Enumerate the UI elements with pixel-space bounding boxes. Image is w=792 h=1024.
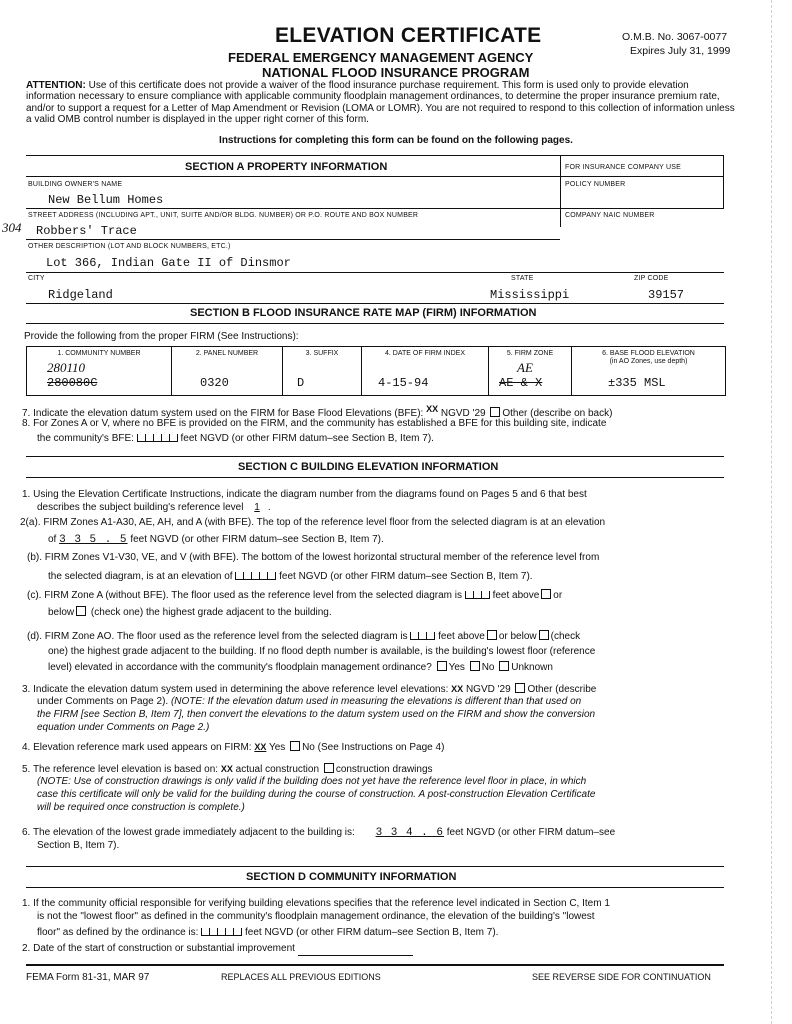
col-suffix-header: 3. SUFFIX: [305, 350, 339, 357]
item-d1-post: feet NGVD (or other FIRM datum–see Section B, Item 7).: [245, 927, 499, 938]
item-c2a-line1: 2(a). FIRM Zones A1-A30, AE, AH, and A (with BFE). The top of the reference level floor from the selected diagram is at an elevation: [20, 517, 606, 528]
section-c-heading: SECTION C BUILDING ELEVATION INFORMATION: [238, 461, 499, 473]
item-d2: [22, 943, 413, 956]
item-c4-pre: 4. Elevation reference mark used appears on FIRM:: [22, 742, 252, 753]
c2d-no-label: No: [481, 662, 495, 673]
section-d-heading: SECTION D COMMUNITY INFORMATION: [246, 871, 457, 883]
item-c2c-line1: [27, 589, 562, 603]
item-b7-checkbox-ngvd[interactable]: XX: [426, 404, 439, 414]
owner-rule: [26, 208, 724, 209]
item-c2b-line2: [48, 571, 533, 584]
item-d1-line1: 1. If the community official responsible for verifying building elevations specifies that the reference level indicated in Section C, Item 1: [22, 898, 610, 909]
item-b7-other: Other (describe on back): [502, 408, 613, 419]
footer-rule: [26, 964, 724, 966]
panel-field[interactable]: 0320: [200, 376, 229, 390]
state-label: STATE: [511, 275, 534, 282]
street-label: STREET ADDRESS (INCLUDING APT., UNIT, SUITE AND/OR BLDG. NUMBER) OR P.O. ROUTE AND BOX NUMBER: [28, 212, 419, 219]
item-c6-line2: Section B, Item 7).: [37, 840, 120, 851]
item-b8-pre: the community's BFE:: [37, 433, 134, 444]
suffix-field[interactable]: D: [297, 376, 305, 390]
item-c1-line1: 1. Using the Elevation Certificate Instructions, indicate the diagram number from the diagrams found on Pages 5 and 6 that best: [22, 489, 587, 500]
attention-text: Use of this certificate does not provide a waiver of the flood insurance purchase requirement. This form is used only to provide elevation information necessary to ensure compliance with applicable community floodplain management ordinances, to determine the proper insurance premium rate, and/or to support a request for a Letter of Map Amendment or Revision (LOMA or LOMR). You are not required to respond to this collection of information unless a valid OMB control number is displayed in the upper right corner of this form.: [26, 80, 735, 125]
item-c3-line1: [22, 683, 596, 696]
owner-label: BUILDING OWNER'S NAME: [28, 181, 123, 188]
owner-field[interactable]: New Bellum Homes: [48, 193, 164, 207]
item-c6-post: feet NGVD (or other FIRM datum–see: [446, 827, 616, 838]
other-description-label: OTHER DESCRIPTION (LOT AND BLOCK NUMBERS, ETC.): [28, 243, 231, 250]
col-suffix: [283, 347, 362, 395]
item-c4-yes: Yes: [268, 742, 286, 753]
item-c4: [22, 741, 444, 754]
item-b7-ngvd: NGVD '29: [440, 408, 486, 419]
item-c2d-or: or below: [498, 631, 537, 642]
omb-block: [622, 30, 730, 58]
item-c3-other: Other (describe: [527, 684, 597, 695]
firm-date-field[interactable]: 4-15-94: [378, 376, 429, 390]
c2d-yes-label: Yes: [448, 662, 465, 673]
item-c5-drawings: construction drawings: [335, 764, 433, 775]
col-firm-zone: [489, 347, 572, 395]
item-c5-note2: case this certificate will only be valid for the building during the course of construction. A post-construction Elevation Certificate: [37, 789, 596, 800]
scan-margin-mark: [771, 0, 772, 1024]
item-c3-checkbox-ngvd[interactable]: XX: [451, 684, 464, 694]
section-a-top-rule: [26, 155, 724, 156]
c2c-above-checkbox[interactable]: [541, 589, 551, 599]
item-c5-pre: 5. The reference level elevation is based on:: [22, 764, 219, 775]
omb-number: O.M.B. No. 3067-0077: [622, 31, 728, 43]
item-c3-line2: [37, 696, 581, 708]
construction-date-field[interactable]: [298, 943, 413, 956]
item-c2d-line1: [27, 630, 580, 644]
section-b-heading-rule: [26, 323, 724, 324]
item-b7-text: 7. Indicate the elevation datum system used on the FIRM for Base Flood Elevations (BFE):: [22, 408, 424, 419]
community-handwritten: 280110: [47, 360, 86, 375]
reference-level-elevation-field[interactable]: 3 3 5 . 5: [59, 534, 128, 546]
item-c3-line4: equation under Comments on Page 2.): [37, 722, 210, 733]
bfe-note: (in AO Zones, use depth): [609, 358, 688, 365]
section-c-top-rule: [26, 456, 724, 457]
col-community-header: 1. COMMUNITY NUMBER: [57, 350, 141, 357]
insurance-use-label: FOR INSURANCE COMPANY USE: [565, 164, 681, 171]
naic-label: COMPANY NAIC NUMBER: [565, 212, 655, 219]
section-c-heading-rule: [26, 477, 724, 478]
v-zone-elevation-boxes[interactable]: [235, 572, 276, 584]
zip-field[interactable]: 39157: [648, 288, 685, 302]
section-a-heading: SECTION A PROPERTY INFORMATION: [185, 161, 388, 173]
item-b8-post: feet NGVD (or other FIRM datum–see Section B, Item 7).: [180, 433, 434, 444]
item-c5-note3: will be required once construction is complete.): [37, 802, 245, 813]
c2d-unknown-checkbox[interactable]: [499, 661, 509, 671]
street-rule: [26, 239, 560, 240]
item-c4-post: (See Instructions on Page 4): [317, 742, 445, 753]
item-c2b-post: feet NGVD (or other FIRM datum–see Section B, Item 7).: [279, 571, 533, 582]
item-d1-pre: floor" as defined by the ordinance is:: [37, 927, 199, 938]
item-c1-line2: describes the subject building's reference level 1 .: [37, 502, 271, 513]
attention-paragraph: [26, 80, 738, 125]
footer-continuation: SEE REVERSE SIDE FOR CONTINUATION: [532, 972, 711, 982]
firm-table: [26, 346, 726, 396]
item-c2c-post: feet above: [492, 590, 540, 601]
zone-struck[interactable]: AE & X: [499, 376, 543, 390]
section-a-right-rule: [723, 155, 724, 209]
item-c2a-line2: [48, 534, 384, 546]
col-firm-zone-header: 5. FIRM ZONE: [506, 350, 554, 357]
section-b-provide: Provide the following from the proper FIRM (See Instructions):: [24, 331, 299, 342]
state-field[interactable]: Mississippi: [490, 288, 570, 302]
item-c2d-line3: [48, 661, 553, 674]
item-d1-line2: is not the "lowest floor" as defined in the community's floodplain management ordinance, the elevation of the building's "lowest: [37, 911, 595, 922]
col-firm-date: [362, 347, 489, 395]
section-d-top-rule: [26, 866, 724, 867]
lowest-floor-elevation-boxes[interactable]: [201, 928, 242, 940]
item-c3-checkbox-other[interactable]: [515, 683, 525, 693]
c2d-no-checkbox[interactable]: [470, 661, 480, 671]
c2c-below-checkbox[interactable]: [76, 606, 86, 616]
item-c2a-pre: of: [48, 534, 57, 545]
agency-name: FEDERAL EMERGENCY MANAGEMENT AGENCY: [228, 50, 534, 65]
item-c2a-post: feet NGVD (or other FIRM datum–see Section B, Item 7).: [130, 534, 384, 545]
item-c2d-mid: feet above: [438, 631, 485, 642]
policy-label: POLICY NUMBER: [565, 181, 626, 188]
item-c3-pre: 3. Indicate the elevation datum system used in determining the above reference level elevations:: [22, 684, 449, 695]
col-bfe-header: 6. BASE FLOOD ELEVATION: [602, 350, 695, 357]
community-struck[interactable]: 280080C: [47, 376, 98, 390]
footer-replaces: REPLACES ALL PREVIOUS EDITIONS: [221, 972, 381, 982]
item-c2c-below: below: [48, 607, 75, 618]
item-c6-pre: 6. The elevation of the lowest grade immediately adjacent to the building is:: [22, 827, 355, 838]
item-c3-note: (NOTE: If the elevation datum used in measuring the elevations is different than that used on: [170, 696, 582, 707]
item-c2b-pre: the selected diagram, is at an elevation of: [48, 571, 233, 582]
attention-label: ATTENTION:: [26, 80, 86, 91]
item-c5-actual: actual construction: [235, 764, 320, 775]
item-c2d-line2: one) the highest grade adjacent to the building. If no flood depth number is available, is the building's lowest floor (reference: [48, 646, 596, 657]
instructions-note: Instructions for completing this form can be found on the following pages.: [219, 135, 573, 146]
item-c2c-or: or: [553, 590, 563, 601]
col-firm-date-header: 4. DATE OF FIRM INDEX: [385, 350, 465, 357]
item-c3-line3: the FIRM [see Section B, Item 7], then convert the elevations to the datum system used on the FIRM and show the conversion: [37, 709, 596, 720]
item-c2d-pre: (d). FIRM Zone AO. The floor used as the reference level from the selected diagram is: [27, 631, 408, 642]
item-d1-line3: [37, 927, 498, 940]
col-bfe: [572, 347, 725, 395]
c2d-below-checkbox[interactable]: [539, 630, 549, 640]
lowest-grade-field[interactable]: 3 3 4 . 6: [375, 827, 444, 839]
item-c4-yes-mark[interactable]: XX: [254, 742, 267, 752]
item-c5-actual-mark[interactable]: XX: [220, 764, 233, 774]
footer-form-number: FEMA Form 81-31, MAR 97: [26, 972, 150, 983]
item-c3-ngvd: NGVD '29: [465, 684, 511, 695]
item-b7-checkbox-other[interactable]: [490, 407, 500, 417]
other-description-field[interactable]: Lot 366, Indian Gate II of Dinsmor: [46, 256, 291, 270]
col-community: [27, 347, 172, 395]
item-c2c-line2-post: (check one) the highest grade adjacent to the building.: [90, 607, 332, 618]
item-c4-no-checkbox[interactable]: [290, 741, 300, 751]
item-b8-line2: [37, 433, 434, 446]
section-d-heading-rule: [26, 887, 724, 888]
col-panel: [172, 347, 283, 395]
item-c6-line1: [22, 827, 615, 839]
community-bfe-boxes[interactable]: [137, 434, 178, 446]
item-c2d-post: (check: [550, 631, 581, 642]
ao-zone-height-boxes[interactable]: [410, 632, 435, 644]
item-b8-line1: 8. For Zones A or V, where no BFE is provided on the FIRM, and the community has established a BFE for this building site, indicate: [22, 418, 607, 429]
diagram-number-field[interactable]: 1: [254, 502, 260, 513]
zone-handwritten: AE: [517, 360, 533, 375]
expiration-date: Expires July 31, 1999: [630, 45, 731, 57]
section-a-divider: [560, 155, 561, 227]
street-number-handwritten: 304: [2, 220, 22, 235]
city-field[interactable]: Ridgeland: [48, 288, 113, 302]
item-c2c-line2: [48, 606, 332, 619]
item-d2-text: 2. Date of the start of construction or substantial improvement: [22, 943, 295, 954]
c2d-above-checkbox[interactable]: [487, 630, 497, 640]
c2d-yes-checkbox[interactable]: [437, 661, 447, 671]
item-c4-no: No: [302, 742, 315, 753]
item-c5-line1: [22, 763, 433, 776]
city-rule: [26, 303, 724, 304]
item-c1-text: describes the subject building's reference level: [37, 502, 244, 513]
col-panel-header: 2. PANEL NUMBER: [195, 350, 259, 357]
section-b-heading: SECTION B FLOOD INSURANCE RATE MAP (FIRM) INFORMATION: [190, 307, 537, 319]
c2d-unknown-label: Unknown: [511, 662, 553, 673]
item-c2d-question: level) elevated in accordance with the community's floodplain management ordinance?: [48, 662, 432, 673]
bfe-field[interactable]: ±335 MSL: [608, 376, 666, 390]
a-zone-height-boxes[interactable]: [465, 591, 490, 603]
item-c5-note1: (NOTE: Use of construction drawings is only valid if the building does not yet have the reference level floor in place, in which: [37, 776, 587, 787]
other-rule: [26, 272, 724, 273]
program-name: NATIONAL FLOOD INSURANCE PROGRAM: [262, 65, 530, 80]
section-a-heading-rule: [26, 176, 724, 177]
item-c2b-line1: (b). FIRM Zones V1-V30, VE, and V (with BFE). The bottom of the lowest horizontal structural member of the reference level from: [27, 552, 600, 563]
form-title: ELEVATION CERTIFICATE: [275, 24, 542, 47]
street-field[interactable]: Robbers' Trace: [36, 224, 137, 238]
item-c5-drawings-checkbox[interactable]: [324, 763, 334, 773]
item-c3-line2-pre: under Comments on Page 2).: [37, 696, 169, 707]
zip-label: ZIP CODE: [634, 275, 669, 282]
item-c2c-pre: (c). FIRM Zone A (without BFE). The floor used as the reference level from the selected diagram is: [27, 590, 462, 601]
city-label: CITY: [28, 275, 45, 282]
